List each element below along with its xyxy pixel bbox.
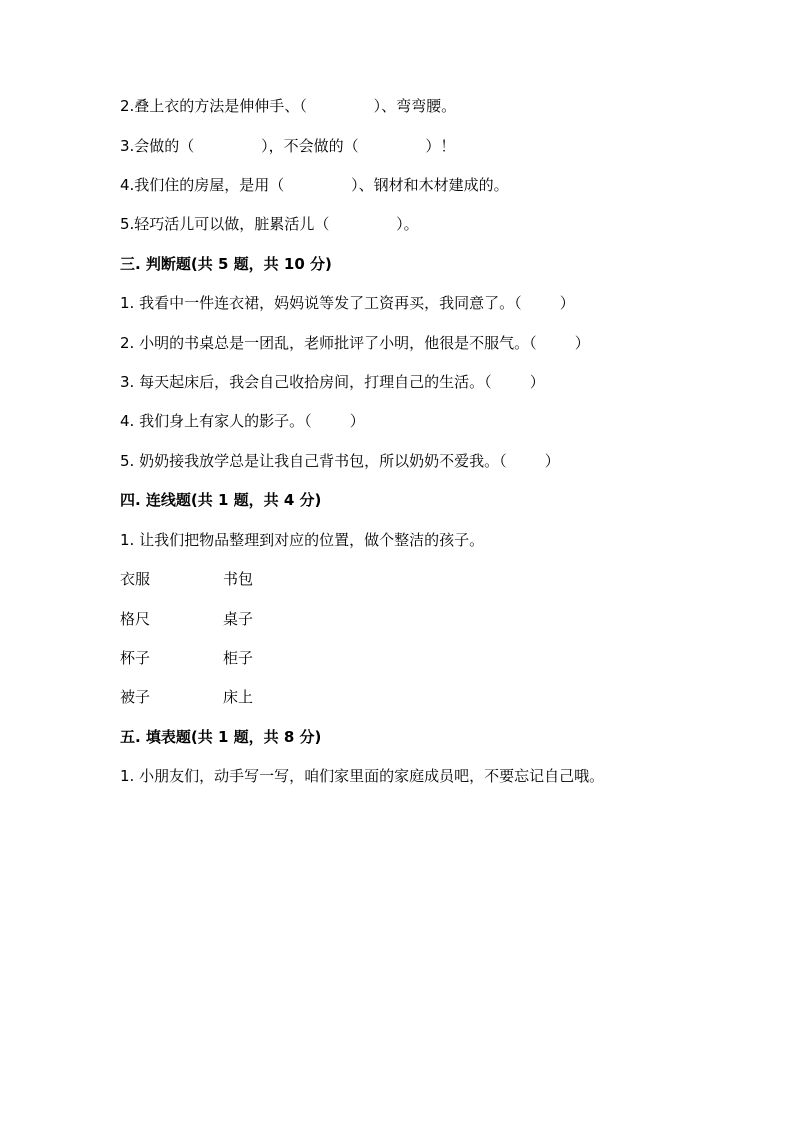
judgment-item-4: 4. 我们身上有家人的影子。（ ） (120, 412, 365, 430)
judgment-item-2: 2. 小明的书桌总是一团乱，老师批评了小明，他很是不服气。（ ） (120, 334, 590, 352)
match-left-item: 格尺 (120, 610, 151, 628)
judgment-item-3: 3. 每天起床后，我会自己收拾房间，打理自己的生活。（ ） (120, 373, 545, 391)
match-right-item: 书包 (223, 570, 254, 588)
match-left-item: 杯子 (120, 649, 151, 667)
table-question: 1. 小朋友们，动手写一写，咱们家里面的家庭成员吧，不要忘记自己哦。 (120, 767, 605, 785)
fill-blank-item-3: 3.会做的（ ），不会做的（ ）！ (120, 137, 456, 155)
fill-blank-item-4: 4.我们住的房屋，是用（ ）、钢材和木材建成的。 (120, 176, 509, 194)
judgment-item-5: 5. 奶奶接我放学总是让我自己背书包，所以奶奶不爱我。（ ） (120, 452, 560, 470)
fill-blank-item-2: 2.叠上衣的方法是伸伸手、（ ）、弯弯腰。 (120, 97, 457, 115)
match-right-item: 桌子 (223, 610, 254, 628)
matching-question: 1. 让我们把物品整理到对应的位置，做个整洁的孩子。 (120, 531, 485, 549)
match-right-item: 柜子 (223, 649, 254, 667)
match-right-item: 床上 (223, 688, 254, 706)
match-left-item: 衣服 (120, 570, 151, 588)
match-left-item: 被子 (120, 688, 151, 706)
fill-blank-item-5: 5.轻巧活儿可以做，脏累活儿（ ）。 (120, 215, 419, 233)
section-5-heading: 五. 填表题(共 1 题，共 8 分) (120, 728, 322, 746)
section-3-heading: 三. 判断题(共 5 题，共 10 分) (120, 255, 332, 273)
judgment-item-1: 1. 我看中一件连衣裙，妈妈说等发了工资再买，我同意了。（ ） (120, 294, 575, 312)
section-4-heading: 四. 连线题(共 1 题，共 4 分) (120, 491, 322, 509)
